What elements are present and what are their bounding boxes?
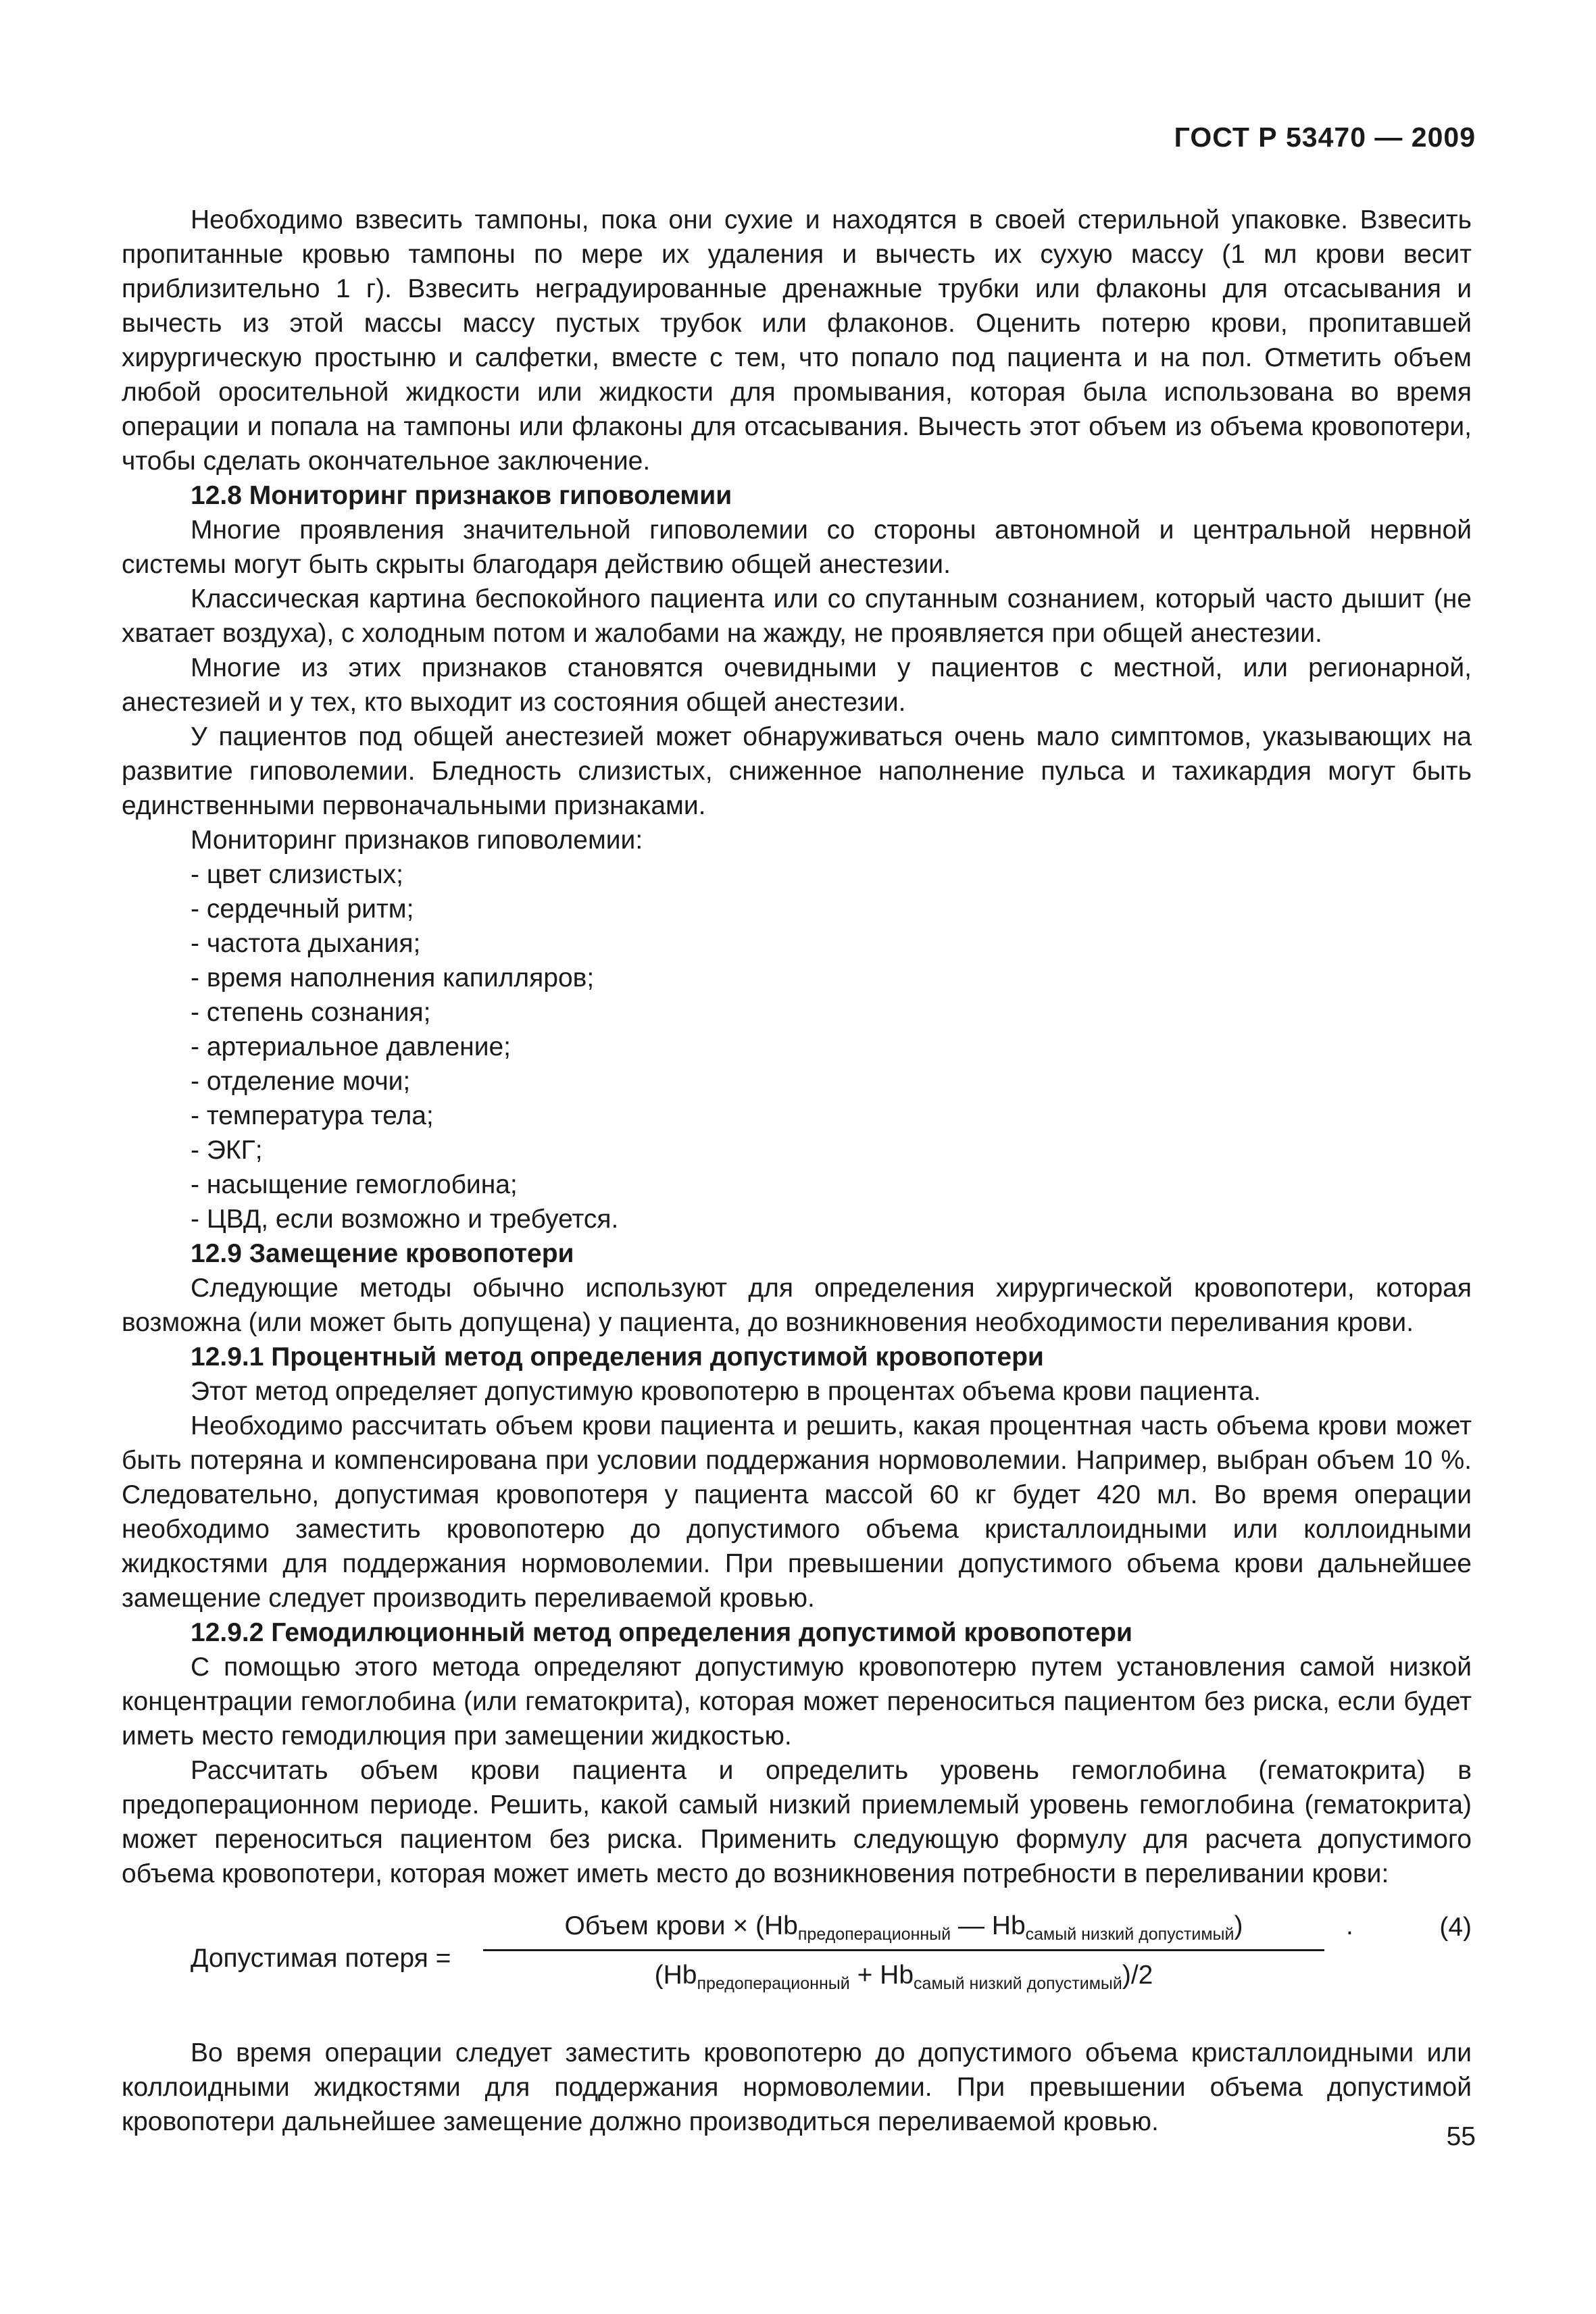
paragraph: У пациентов под общей анестезией может обнаруживаться очень мало симптомов, указывающих на развитие гиповолемии. Бледность слизистых, сниженное наполнение пульса и тахикардия могут быть единственными первоначальными признаками. — [122, 722, 1472, 820]
list-item: - ЦВД, если возможно и требуется. — [191, 1205, 619, 1234]
paragraph: Рассчитать объем крови пациента и определить уровень гемоглобина (гематокрита) в предоперационном периоде. Решить, какой самый низкий приемлемый уровень гемоглобина (гематокрита) может переноситься пациентом без риска. Применить следующую формулу для расчета допустимого объема кровопотери, которая может иметь место до возникновения потребности в переливании крови: — [122, 1756, 1472, 1888]
section-heading-12-9-2: 12.9.2 Гемодилюционный метод определения допустимой кровопотери — [191, 1618, 1132, 1647]
page-number: 55 — [1446, 2122, 1476, 2151]
paragraph: Во время операции следует заместить кровопотерю до допустимого объема кристаллоидными или коллоидными жидкостями для поддержания нормоволемии. При превышении объема допустимой кровопотери дальнейшее замещение должно производиться переливаемой кровью. — [122, 2038, 1472, 2136]
formula-number: (4) — [1439, 1913, 1472, 1942]
formula-lhs: Допустимая потеря = — [191, 1944, 451, 1973]
list-item: - артериальное давление; — [191, 1032, 512, 1061]
paragraph: Классическая картина беспокойного пациента или со спутанным сознанием, который часто дышит (не хватает воздуха), с холодным потом и жалобами на жажду, не проявляется при общей анестезии. — [122, 584, 1472, 648]
list-item: - цвет слизистых; — [191, 860, 403, 889]
list-item: - отделение мочи; — [191, 1067, 411, 1096]
paragraph: Необходимо рассчитать объем крови пациента и решить, какая процентная часть объема крови может быть потеряна и компенсирована при условии поддержания нормоволемии. Например, выбран объем 10 %. Следовательно, допустимая кровопотеря у пациента массой 60 кг будет 420 мл. Во время операции необходимо заместить кровопотерю до допустимого объема кристаллоидными или коллоидными жидкостями для поддержания нормоволемии. При превышении допустимого объема крови дальнейшее замещение следует производить переливаемой кровью. — [122, 1411, 1472, 1613]
standard-designation: ГОСТ Р 53470 — 2009 — [1174, 122, 1476, 153]
formula-trailing-dot: . — [1346, 1911, 1353, 1940]
paragraph: Необходимо взвесить тампоны, пока они сухие и находятся в своей стерильной упаковке. Взвесить пропитанные кровью тампоны по мере их удаления и вычесть их сухую массу (1 мл крови весит приблизительно 1 г). Взвесить неградуированные дренажные трубки или флаконы для отсасывания и вычесть из этой массы массу пустых трубок или флаконов. Оценить потерю крови, пропитавшей хирургическую простыню и салфетки, вместе с тем, что попало под пациента и на пол. Отметить объем любой оросительной жидкости или жидкости для промывания, которая была использована во время операции и попала на тампоны или флаконы для отсасывания. Вычесть этот объем из объема кровопотери, чтобы сделать окончательное заключение. — [122, 205, 1472, 476]
paragraph: Этот метод определяет допустимую кровопотерю в процентах объема крови пациента. — [191, 1377, 1262, 1406]
section-heading-12-8: 12.8 Мониторинг признаков гиповолемии — [191, 481, 732, 510]
paragraph: С помощью этого метода определяют допустимую кровопотерю путем установления самой низкой концентрации гемоглобина (или гематокрита), которая может переноситься пациентом без риска, если будет иметь место гемодилюция при замещении жидкостью. — [122, 1653, 1472, 1751]
formula-fraction — [483, 1906, 1324, 1996]
formula-denominator: $(Hb_{предоперационный} + Hb_{самый низкий допустимый})/2$ — [654, 1961, 1153, 1993]
formula-4 — [122, 1906, 1472, 2021]
list-item: - сердечный ритм; — [191, 895, 414, 924]
paragraph: Многие из этих признаков становятся очевидными у пациентов с местной, или регионарной, анестезией и у тех, кто выходит из состояния общей анестезии. — [122, 653, 1472, 717]
fraction-bar — [483, 1949, 1324, 1951]
list-item: - ЭКГ; — [191, 1136, 263, 1165]
list-intro: Мониторинг признаков гиповолемии: — [191, 826, 643, 855]
list-item: - степень сознания; — [191, 998, 431, 1027]
formula-numerator: Объем крови × ($Hb_{предоперационный}$ — $Hb_{самый низкий допустимый}$) — [564, 1911, 1243, 1944]
list-item: - насыщение гемоглобина; — [191, 1170, 518, 1199]
list-item: - температура тела; — [191, 1101, 434, 1130]
page-body — [122, 203, 1472, 2139]
monitoring-list — [122, 857, 1472, 1236]
section-heading-12-9: 12.9 Замещение кровопотери — [191, 1239, 574, 1268]
paragraph: Многие проявления значительной гиповолемии со стороны автономной и центральной нервной системы могут быть скрыты благодаря действию общей анестезии. — [122, 515, 1472, 579]
paragraph: Следующие методы обычно используют для определения хирургической кровопотери, которая возможна (или может быть допущена) у пациента, до возникновения необходимости переливания крови. — [122, 1274, 1472, 1337]
list-item: - время наполнения капилляров; — [191, 963, 595, 992]
list-item: - частота дыхания; — [191, 929, 421, 958]
section-heading-12-9-1: 12.9.1 Процентный метод определения допустимой кровопотери — [191, 1342, 1044, 1372]
